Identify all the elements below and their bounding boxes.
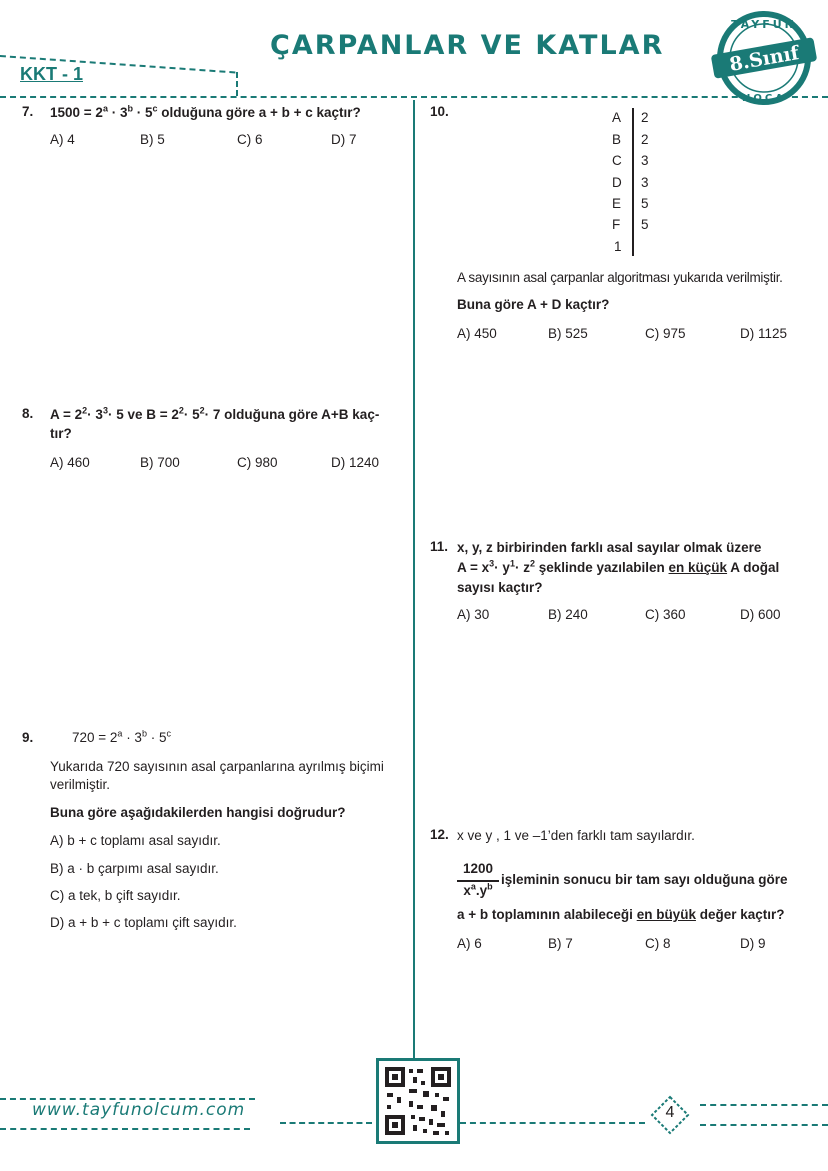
q9-option-a[interactable]: A) b + c toplamı asal sayıdır. — [50, 833, 221, 848]
q12-number: 12. — [430, 827, 449, 842]
header-dash-vertical — [236, 72, 238, 96]
q12-option-c[interactable]: C) 8 — [645, 936, 671, 951]
q9-text-line2: verilmiştir. — [50, 777, 110, 792]
q12-option-d[interactable]: D) 9 — [740, 936, 766, 951]
q10-left-4: E — [612, 196, 622, 211]
q12-option-a[interactable]: A) 6 — [457, 936, 482, 951]
qr-code[interactable] — [376, 1058, 460, 1144]
badge-grade-text: 8.Sınıf — [727, 42, 801, 76]
q12-text-line2: işleminin sonucu bir tam sayı olduğuna göre — [501, 872, 788, 887]
q10-option-d[interactable]: D) 1125 — [740, 326, 788, 341]
q12-option-b[interactable]: B) 7 — [548, 936, 573, 951]
q8-text-line2: tır? — [50, 426, 72, 441]
q10-left-0: A — [612, 110, 622, 125]
q11-number: 11. — [430, 539, 449, 554]
q9-option-d[interactable]: D) a + b + c toplamı çift sayıdır. — [50, 915, 237, 930]
footer-dash-right-top — [700, 1104, 828, 1106]
q10-algorithm-divider — [632, 108, 634, 256]
q10-right-3: 3 — [641, 175, 649, 190]
q10-left-3: D — [612, 175, 622, 190]
q9-option-b[interactable]: B) a · b çarpımı asal sayıdır. — [50, 861, 219, 876]
q10-number: 10. — [430, 104, 449, 119]
page-title: ÇARPANLAR VE KATLAR — [270, 30, 665, 61]
q11-text-line3: sayısı kaçtır? — [457, 580, 543, 595]
q10-option-b[interactable]: B) 525 — [548, 326, 588, 341]
q7-number: 7. — [22, 104, 34, 119]
header-divider — [0, 96, 828, 98]
q11-option-d[interactable]: D) 600 — [740, 607, 781, 622]
q10-right-1: 2 — [641, 132, 649, 147]
q12-text-line1: x ve y , 1 ve –1’den farklı tam sayılardır. — [457, 828, 695, 843]
q11-option-c[interactable]: C) 360 — [645, 607, 686, 622]
column-divider — [413, 100, 415, 1065]
q12-text-line3: a + b toplamının alabileceği en büyük değer kaçtır? — [457, 907, 785, 922]
q10-question: Buna göre A + D kaçtır? — [457, 297, 610, 312]
q10-left-6: 1 — [614, 239, 622, 254]
q7-option-a[interactable]: A) 4 — [50, 132, 75, 147]
q7-option-d[interactable]: D) 7 — [331, 132, 357, 147]
q12-fraction-denominator: $x^a.y^b$ — [463, 881, 493, 898]
q10-right-0: 2 — [641, 110, 649, 125]
q7-option-c[interactable]: C) 6 — [237, 132, 263, 147]
q11-text-line1: x, y, z birbirinden farklı asal sayılar olmak üzere — [457, 540, 762, 555]
q10-right-4: 5 — [641, 196, 649, 211]
test-code: KKT - 1 — [20, 64, 83, 84]
badge-bottom-text: HOCA — [742, 93, 786, 104]
q11-option-a[interactable]: A) 30 — [457, 607, 490, 622]
q7-option-b[interactable]: B) 5 — [140, 132, 165, 147]
footer-dash-mid-right — [460, 1122, 645, 1124]
page-number: 4 — [665, 1104, 675, 1121]
footer-dash-left-bottom — [0, 1128, 250, 1130]
q12-fraction-numerator: 1200 — [462, 861, 494, 876]
q11-option-b[interactable]: B) 240 — [548, 607, 588, 622]
q8-option-c[interactable]: C) 980 — [237, 455, 278, 470]
q10-option-a[interactable]: A) 450 — [457, 326, 497, 341]
q10-option-c[interactable]: C) 975 — [645, 326, 686, 341]
badge-top-text: TAYFUN — [731, 18, 797, 31]
q8-option-d[interactable]: D) 1240 — [331, 455, 380, 470]
badge-logo — [708, 8, 820, 108]
q7-text: $1500 = 2^a \cdot 3^b \cdot 5^c$ olduğuna göre a + b + c kaçtır? — [50, 103, 361, 120]
q9-equation: $720 = 2^a \cdot 3^b \cdot 5^c$ — [72, 728, 171, 745]
q10-text: A sayısının asal çarpanlar algoritması yukarıda verilmiştir. — [457, 270, 783, 285]
q8-option-a[interactable]: A) 460 — [50, 455, 90, 470]
footer-dash-right-bottom — [700, 1124, 828, 1126]
q10-left-1: B — [612, 132, 622, 147]
q11-text-line2: $A = x^3\cdot y^1\cdot z^2$ şeklinde yazılabilen en küçük A doğal — [457, 558, 780, 575]
q10-right-2: 3 — [641, 153, 649, 168]
q10-left-5: F — [612, 217, 621, 232]
website-link[interactable]: www.tayfunolcum.com — [32, 1100, 246, 1120]
q9-question: Buna göre aşağıdakilerden hangisi doğrudur? — [50, 805, 346, 820]
q9-option-c[interactable]: C) a tek, b çift sayıdır. — [50, 888, 181, 903]
footer-dash-mid-left — [280, 1122, 372, 1124]
q9-text-line1: Yukarıda 720 sayısının asal çarpanlarına ayrılmış biçimi — [50, 759, 384, 774]
q8-number: 8. — [22, 406, 34, 421]
q10-right-5: 5 — [641, 217, 649, 232]
q8-text: $A = 2^2\cdot 3^3\cdot 5$ ve $B = 2^2\cdot 5^2\cdot 7$ olduğuna göre A+B kaç- — [50, 405, 380, 422]
q8-option-b[interactable]: B) 700 — [140, 455, 180, 470]
q9-number: 9. — [22, 730, 34, 745]
q10-left-2: C — [612, 153, 622, 168]
